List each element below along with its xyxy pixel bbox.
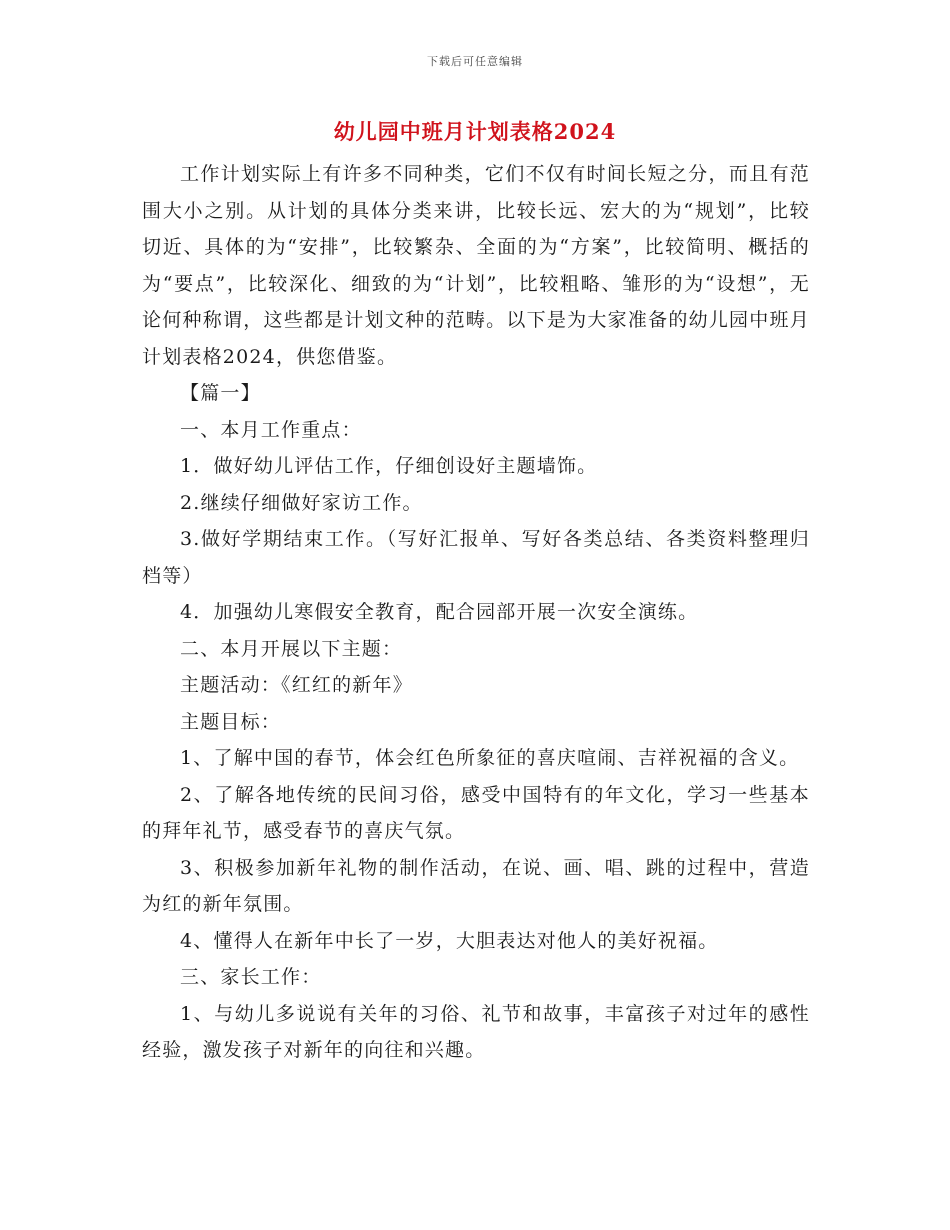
list-item: 2、了解各地传统的民间习俗，感受中国特有的年文化，学习一些基本的拜年礼节，感受春节的喜庆气氛。 (142, 783, 810, 842)
list-item: 3.做好学期结束工作。（写好汇报单、写好各类总结、各类资料整理归档等） (142, 528, 810, 587)
theme-goals-heading: 主题目标： (180, 710, 282, 733)
list-item: 4．加强幼儿寒假安全教育，配合园部开展一次安全演练。 (180, 601, 699, 623)
list-item: 3、积极参加新年礼物的制作活动，在说、画、唱、跳的过程中，营造为红的新年氛围。 (142, 856, 810, 915)
intro-paragraph: 工作计划实际上有许多不同种类，它们不仅有时间长短之分，而且有范围大小之别。从计划的具体分类来讲，比较长远、宏大的为“规划”，比较切近、具体的为“安排”，比较繁杂、全面的为“方案”，比较简明、概括的为“要点”，比较深化、细致的为“计划”，比较粗略、雏形的为“设想”，无论何种称谓，这些都是计划文种的范畴。以下是为大家准备的幼儿园中班月计划表格2024，供您借鉴。 (142, 163, 810, 368)
list-item: 1、与幼儿多说说有关年的习俗、礼节和故事，丰富孩子对过年的感性经验，激发孩子对新年的向往和兴趣。 (142, 1002, 810, 1061)
document-title: 幼儿园中班月计划表格2024 (333, 119, 617, 144)
theme-activity: 主题活动：《红红的新年》 (180, 674, 413, 696)
section-heading: 二、本月开展以下主题： (180, 637, 403, 660)
section-heading: 三、家长工作： (180, 966, 322, 988)
list-item: 1、了解中国的春节，体会红色所象征的喜庆喧闹、吉祥祝福的含义。 (180, 747, 800, 769)
section-heading: 一、本月工作重点： (180, 418, 362, 441)
list-item: 1．做好幼儿评估工作，仔细创设好主题墙饰。 (180, 455, 598, 477)
page-header-note: 下载后可任意编辑 (427, 55, 523, 68)
section-marker: 【篇一】 (180, 382, 261, 404)
list-item: 2.继续仔细做好家访工作。 (180, 491, 423, 514)
list-item: 4、懂得人在新年中长了一岁，大胆表达对他人的美好祝福。 (180, 929, 719, 952)
document-body (142, 156, 810, 1069)
